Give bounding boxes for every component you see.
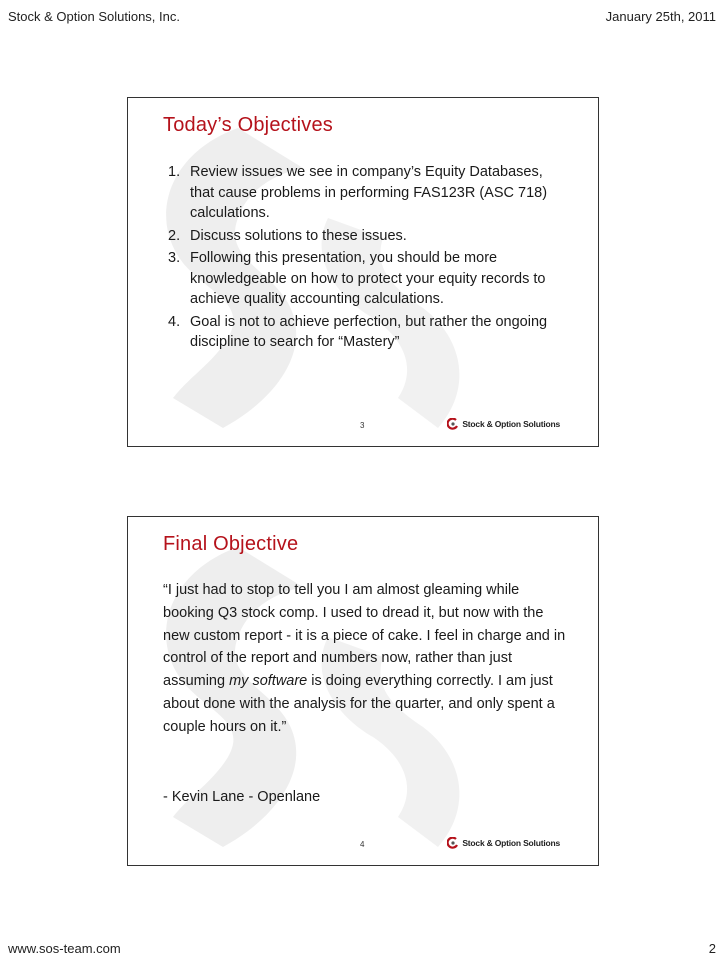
company-logo (447, 418, 560, 430)
logo-text: Stock & Option Solutions (462, 838, 560, 848)
list-item (168, 312, 568, 353)
quote-emphasis: my software (229, 673, 308, 690)
list-item (168, 162, 568, 224)
quote-signature: - Kevin Lane - Openlane (163, 789, 321, 805)
list-item-number: 1. (168, 164, 181, 180)
header-company: Stock & Option Solutions, Inc. (8, 9, 180, 24)
slide-4 (127, 516, 599, 866)
slide-3 (127, 97, 599, 447)
objectives-list (168, 162, 568, 355)
header-date: January 25th, 2011 (605, 9, 716, 24)
list-item-number: 4. (168, 313, 181, 330)
list-item-text: Goal is not to achieve perfection, but rather the ongoing discipline to search for “Mastery” (190, 313, 548, 350)
list-item-text: Following this presentation, you should be more knowledgeable on how to protect your equity records to achieve quality accounting calculations. (190, 250, 546, 307)
quote-text: “I just had to stop to tell you I am almost gleaming while booking Q3 stock comp. I used to dread it, but now with the new custom report - it is a piece of cake. I feel in charge and in control of the report and numbers now, rather than just assuming (163, 582, 566, 690)
slide-number: 4 (360, 840, 365, 849)
slide-title: Today’s Objectives (163, 114, 333, 136)
logo-mark-icon (447, 418, 459, 430)
list-item-number: 3. (168, 250, 181, 266)
company-logo (447, 837, 560, 849)
list-item-text: Review issues we see in company’s Equity Databases, that cause problems in performing FAS123R (ASC 718) calculations. (190, 164, 548, 221)
list-item-text: Discuss solutions to these issues. (190, 227, 407, 244)
footer-page-number: 2 (708, 941, 716, 956)
testimonial-quote (163, 579, 568, 739)
list-item-number: 2. (168, 227, 181, 244)
footer-website: www.sos-team.com (8, 941, 121, 956)
quote-text: is doing everything correctly. I am just about done with the analysis for the quarter, and only spent a couple hours on it.” (163, 673, 555, 735)
list-item (168, 248, 568, 310)
list-item (168, 226, 568, 247)
slide-number: 3 (360, 421, 365, 430)
logo-mark-icon (447, 837, 459, 849)
logo-text: Stock & Option Solutions (462, 419, 560, 429)
slide-title: Final Objective (163, 533, 299, 555)
